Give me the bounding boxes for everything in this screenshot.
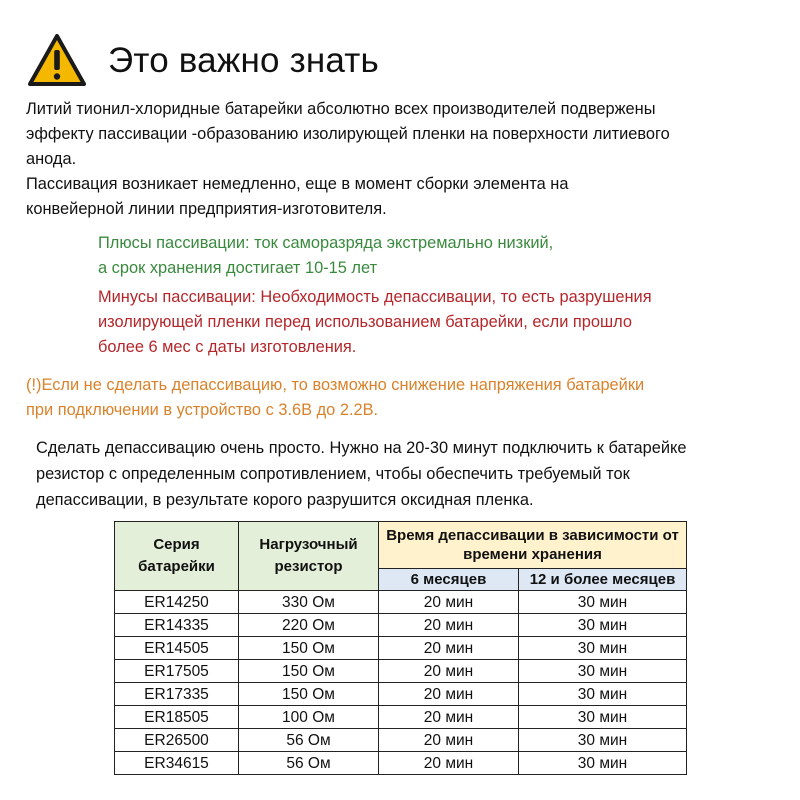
table-row — [115, 729, 687, 752]
cell-six-months: 20 мин — [379, 683, 519, 706]
cell-twelve-months: 30 мин — [519, 660, 687, 683]
text-line: при подключении в устройство с 3.6В до 2.2В. — [26, 401, 379, 419]
cell-series: ER17335 — [115, 683, 239, 706]
table-row — [115, 752, 687, 775]
cell-six-months: 20 мин — [379, 637, 519, 660]
text-line: более 6 мес с даты изготовления. — [98, 338, 357, 356]
text-line: резистор с определенным сопротивлением, чтобы обеспечить требуемый ток — [36, 465, 630, 483]
cell-six-months: 20 мин — [379, 591, 519, 614]
header-text: Время депассивации в зависимости от — [386, 527, 679, 544]
table-row — [115, 614, 687, 637]
header-text: батарейки — [138, 558, 215, 575]
cell-resistor: 56 Ом — [239, 729, 379, 752]
text-line: эффекту пассивации -образованию изолирующей пленки на поверхности литиевого — [26, 125, 670, 143]
table-body — [115, 591, 687, 775]
header-text: Нагрузочный — [259, 536, 358, 553]
cell-series: ER18505 — [115, 706, 239, 729]
table-row — [115, 706, 687, 729]
text-line: Минусы пассивации: Необходимость депассивации, то есть разрушения — [98, 288, 652, 306]
text-line: а срок хранения достигает 10-15 лет — [98, 259, 378, 277]
cell-twelve-months: 30 мин — [519, 614, 687, 637]
table-row — [115, 683, 687, 706]
header-series — [115, 522, 239, 591]
text-line: анода. — [26, 150, 77, 168]
depassivation-table — [114, 521, 687, 775]
paragraph-passivation-origin — [26, 172, 786, 222]
cell-resistor: 150 Ом — [239, 683, 379, 706]
text-line: Плюсы пассивации: ток саморазряда экстремально низкий, — [98, 234, 554, 252]
cell-resistor: 150 Ом — [239, 660, 379, 683]
cell-six-months: 20 мин — [379, 706, 519, 729]
voltage-warning-note — [26, 373, 786, 423]
header-six-months: 6 месяцев — [379, 569, 519, 591]
cell-twelve-months: 30 мин — [519, 729, 687, 752]
text-line: депассивации, в результате корого разрушится оксидная пленка. — [36, 491, 534, 509]
text-line: изолирующей пленки перед использованием батарейки, если прошло — [98, 313, 633, 331]
cell-six-months: 20 мин — [379, 660, 519, 683]
warning-triangle-icon — [28, 33, 86, 87]
cell-resistor: 150 Ом — [239, 637, 379, 660]
table-row — [115, 660, 687, 683]
cell-twelve-months: 30 мин — [519, 706, 687, 729]
cell-six-months: 20 мин — [379, 752, 519, 775]
cell-series: ER34615 — [115, 752, 239, 775]
cell-series: ER17505 — [115, 660, 239, 683]
depassivation-instruction — [36, 435, 796, 513]
cell-series: ER14250 — [115, 591, 239, 614]
text-line: Литий тионил-хлоридные батарейки абсолютно всех производителей подвержены — [26, 100, 656, 118]
cell-six-months: 20 мин — [379, 614, 519, 637]
cell-series: ER14335 — [115, 614, 239, 637]
cell-twelve-months: 30 мин — [519, 752, 687, 775]
page-title: Это важно знать — [108, 40, 379, 80]
header-text: резистор — [274, 558, 343, 575]
cell-series: ER14505 — [115, 637, 239, 660]
table-row — [115, 591, 687, 614]
text-line: Пассивация возникает немедленно, еще в момент сборки элемента на — [26, 175, 569, 193]
header-resistor — [239, 522, 379, 591]
header-text: времени хранения — [463, 546, 602, 563]
cell-twelve-months: 30 мин — [519, 591, 687, 614]
cell-twelve-months: 30 мин — [519, 683, 687, 706]
table-row — [115, 637, 687, 660]
cell-twelve-months: 30 мин — [519, 637, 687, 660]
header-text: Серия — [153, 536, 200, 553]
cell-resistor: 220 Ом — [239, 614, 379, 637]
text-line: (!)Если не сделать депассивацию, то возможно снижение напряжения батарейки — [26, 376, 645, 394]
title-row — [28, 28, 379, 92]
cell-resistor: 56 Ом — [239, 752, 379, 775]
cell-series: ER26500 — [115, 729, 239, 752]
text-line: конвейерной линии предприятия-изготовителя. — [26, 200, 387, 218]
cell-resistor: 330 Ом — [239, 591, 379, 614]
passivation-cons — [98, 285, 788, 360]
passivation-pros — [98, 231, 788, 281]
text-line: Сделать депассивацию очень просто. Нужно на 20-30 минут подключить к батарейке — [36, 439, 687, 457]
header-twelve-months: 12 и более месяцев — [519, 569, 687, 591]
cell-six-months: 20 мин — [379, 729, 519, 752]
paragraph-passivation-intro — [26, 97, 786, 172]
cell-resistor: 100 Ом — [239, 706, 379, 729]
header-depassivation-time — [379, 522, 687, 569]
